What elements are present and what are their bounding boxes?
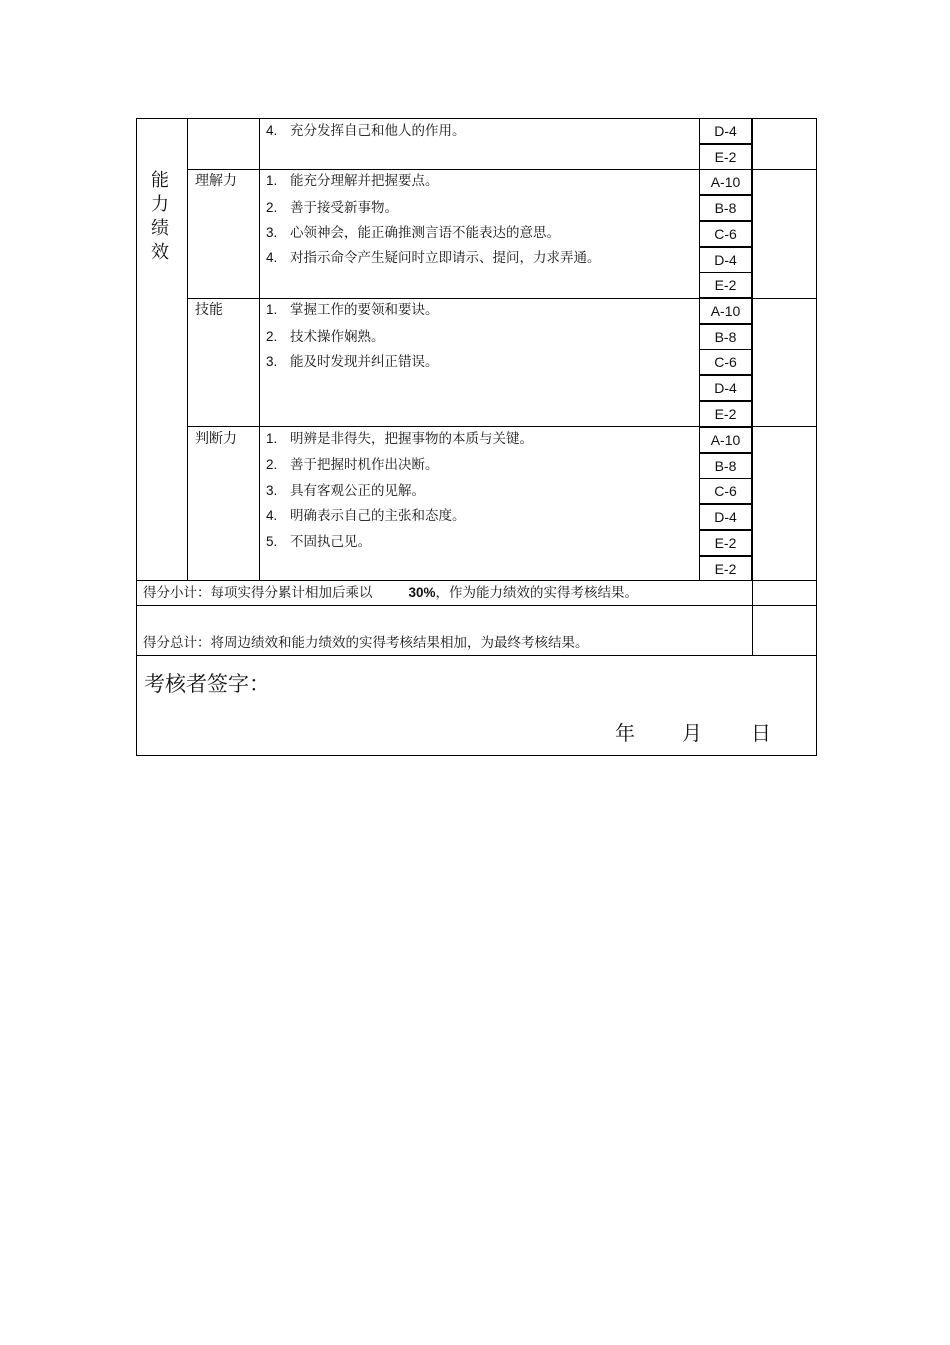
criteria-item: 5. 不固执己见。 bbox=[266, 534, 371, 550]
grade-option[interactable]: B-8 bbox=[699, 453, 752, 479]
grade-option[interactable]: E-2 bbox=[699, 272, 752, 298]
subtotal-percent: 30% bbox=[408, 585, 436, 600]
grade-option[interactable]: A-10 bbox=[699, 298, 752, 324]
grade-option[interactable]: B-8 bbox=[699, 195, 752, 221]
section-label-char: 效 bbox=[151, 242, 169, 263]
date-year-label: 年 bbox=[615, 721, 635, 745]
grade-option[interactable]: D-4 bbox=[699, 118, 752, 144]
signature-label: 考核者签字： bbox=[144, 672, 270, 696]
group-divider bbox=[187, 169, 699, 170]
label-column-divider bbox=[259, 118, 260, 580]
criteria-item: 1. 能充分理解并把握要点。 bbox=[266, 173, 439, 189]
criteria-label-skill: 技能 bbox=[195, 302, 223, 318]
total-text: 得分总计：将周边绩效和能力绩效的实得考核结果相加，为最终考核结果。 bbox=[143, 635, 589, 651]
total-row-bottom bbox=[136, 655, 817, 656]
grade-option[interactable]: D-4 bbox=[699, 375, 752, 401]
criteria-label-comprehension: 理解力 bbox=[195, 173, 237, 189]
score-cell[interactable] bbox=[752, 427, 817, 580]
criteria-item: 2. 技术操作娴熟。 bbox=[266, 329, 385, 345]
criteria-item: 2. 善于接受新事物。 bbox=[266, 200, 398, 216]
date-month-label: 月 bbox=[682, 721, 702, 745]
criteria-label-judgment: 判断力 bbox=[195, 431, 237, 447]
grade-option[interactable]: D-4 bbox=[699, 504, 752, 530]
subtotal-text: 得分小计：每项实得分累计相加后乘以 30%，作为能力绩效的实得考核结果。 bbox=[143, 585, 639, 601]
group-divider bbox=[187, 298, 699, 299]
grade-option[interactable]: B-8 bbox=[699, 324, 752, 350]
criteria-item: 4. 对指示命令产生疑问时立即请示、提问，力求弄通。 bbox=[266, 250, 601, 266]
criteria-item: 2. 善于把握时机作出决断。 bbox=[266, 457, 439, 473]
criteria-item: 4. 明确表示自己的主张和态度。 bbox=[266, 508, 466, 524]
criteria-item: 1. 明辨是非得失，把握事物的本质与关键。 bbox=[266, 431, 533, 447]
subtotal-row-bottom bbox=[136, 605, 817, 606]
section-label-char: 能 bbox=[151, 170, 169, 191]
section-label-char: 力 bbox=[151, 194, 169, 215]
grade-option[interactable]: E-2 bbox=[699, 401, 752, 427]
group-divider bbox=[187, 426, 699, 427]
grade-option[interactable]: E-2 bbox=[699, 530, 752, 556]
grade-option[interactable]: E-2 bbox=[699, 144, 752, 170]
subtotal-score-cell[interactable] bbox=[752, 581, 817, 605]
score-cell[interactable] bbox=[752, 119, 817, 169]
section-label-char: 绩 bbox=[151, 218, 169, 239]
grade-option[interactable]: A-10 bbox=[699, 427, 752, 453]
date-day-label: 日 bbox=[751, 721, 771, 745]
score-cell[interactable] bbox=[752, 170, 817, 298]
criteria-item: 1. 掌握工作的要领和要诀。 bbox=[266, 302, 439, 318]
score-cell[interactable] bbox=[752, 299, 817, 426]
grade-option[interactable]: C-6 bbox=[699, 221, 752, 247]
grade-option[interactable]: C-6 bbox=[699, 478, 752, 504]
table-bottom-border bbox=[136, 755, 817, 756]
grade-option[interactable]: D-4 bbox=[699, 247, 752, 273]
criteria-item: 3. 心领神会，能正确推测言语不能表达的意思。 bbox=[266, 225, 560, 241]
grade-option[interactable]: E-2 bbox=[699, 556, 752, 581]
grade-option[interactable]: C-6 bbox=[699, 349, 752, 375]
signature-field[interactable] bbox=[270, 666, 810, 702]
total-score-cell[interactable] bbox=[752, 606, 817, 655]
grade-option[interactable]: A-10 bbox=[699, 169, 752, 195]
criteria-item: 3. 具有客观公正的见解。 bbox=[266, 483, 425, 499]
criteria-item: 3. 能及时发现并纠正错误。 bbox=[266, 354, 439, 370]
section-column-divider bbox=[187, 118, 188, 580]
criteria-item: 4. 充分发挥自己和他人的作用。 bbox=[266, 123, 466, 139]
